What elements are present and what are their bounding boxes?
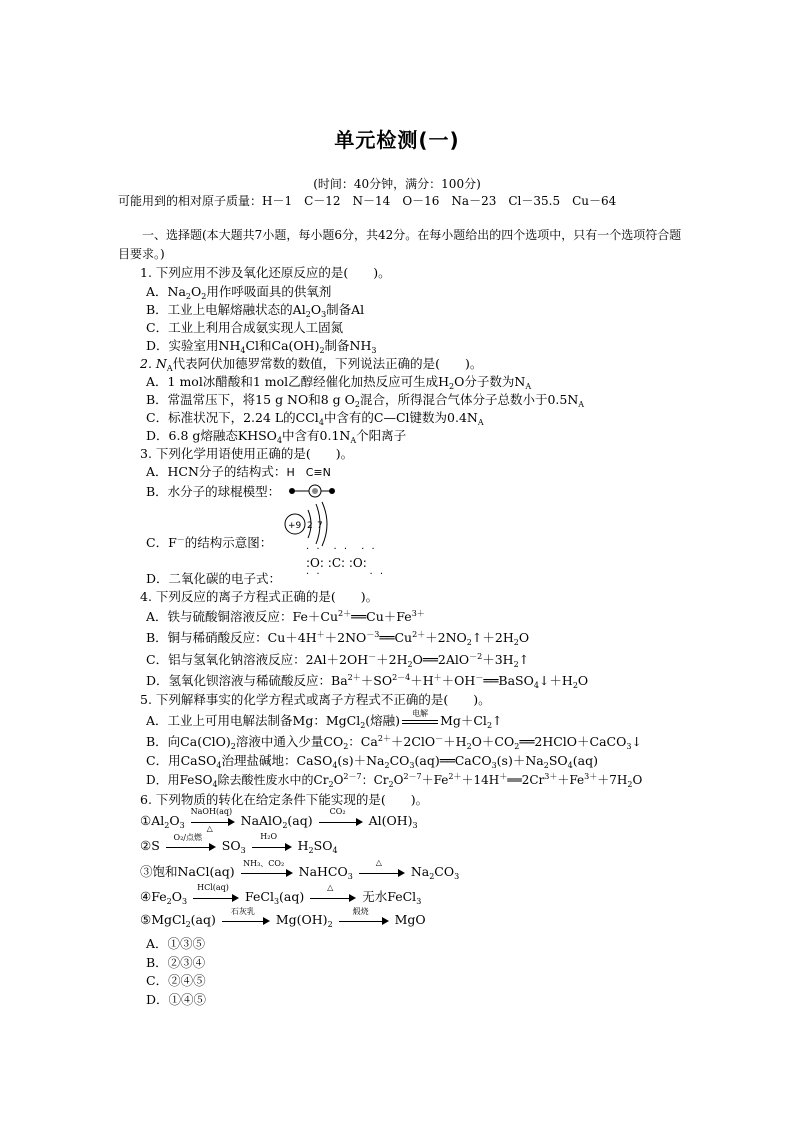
water-ball-stick-model <box>288 482 338 500</box>
section-heading: 一、选择题(本大题共7小题，每小题6分，共42分。在每小题给出的四个选项中，只有一个选项符合题目要求。) <box>118 228 682 261</box>
reaction-arrow: O₂/点燃 <box>166 840 216 854</box>
q2-option-a: A．1 mol冰醋酸和1 mol乙醇经催化加热反应可生成$H_2O$分子数为$N_A$ <box>146 374 532 391</box>
q5-option-c: C．用CaSO$_4$治理盐碱地：$CaSO_4(s)+Na_2CO_3(aq)══CaCO_3(s)+Na_2SO_4(aq)$ <box>146 753 598 770</box>
q3-option-b: B．水分子的球棍模型： <box>146 484 281 499</box>
q2-option-c: C．标准状况下，2.24 L的CCl$_4$中含有的C—Cl键数为$0.4N_A$ <box>146 410 484 427</box>
q2-option-b: B．常温常压下，将15 g NO和8 g $O_2$混合，所得混合气体分子总数小于$0.5N_A$ <box>146 392 585 409</box>
q3-option-c: C．F－的结构示意图： <box>146 535 273 550</box>
nucleus-charge: +9 <box>288 521 302 531</box>
atomic-masses: 可能用到的相对原子质量：H－1 C－12 N－14 O－16 Na－23 Cl－35.5 Cu－64 <box>118 194 617 208</box>
q6-option-b: B．②③④ <box>146 955 206 970</box>
q2-stem: 2. $N_A$代表阿伏加德罗常数的数值，下列说法正确的是( )。 <box>140 356 483 373</box>
q6-route-3: ③饱和NaCl(aq) NH₃、CO₂ NaHCO$_3$ △ $Na_2CO_3$ <box>140 857 460 881</box>
reaction-arrow: CO₂ <box>319 815 363 829</box>
reaction-arrow: NaOH(aq) △ <box>191 815 235 829</box>
q6-route-1: $①Al_2O_3$ NaOH(aq) △ NaAlO$_2$(aq) CO₂ $Al(OH)_3$ <box>140 806 418 833</box>
q1-option-a: A．$Na_2O_2$用作呼吸面具的供氧剂 <box>146 284 332 301</box>
q4-option-b: B．铜与稀硝酸反应：$Cu+4H^++2NO^{-3}══Cu^{2+}+2NO_2↑+2H_2O$ <box>146 630 530 647</box>
q1-option-b: B．工业上电解熔融状态的$Al_2O_3$制备Al <box>146 302 365 319</box>
q6-option-c: C．②④⑤ <box>146 973 206 988</box>
q6-option-a: A．①③⑤ <box>146 936 206 951</box>
q2-option-d: D．6.8 g熔融态$KHSO_4$中含有$0.1N_A$个阳离子 <box>146 428 407 445</box>
q5-option-d: D．用FeSO$_4$除去酸性废水中的$Cr_2O^{2-7}$：$Cr_2O^{2-7}+Fe^{2+}+14H^+══2Cr^{3+}+Fe^{3+}+7H_2O$ <box>146 772 643 789</box>
q1-stem: 1. 下列应用不涉及氧化还原反应的是( )。 <box>140 265 391 280</box>
reaction-arrow: 煅烧 <box>339 914 389 928</box>
co2-electron-dots-bottom: · · · · <box>306 569 386 580</box>
q5-option-b: B．向$Ca(ClO)_2$溶液中通入少量$CO_2$：$Ca^{2+}+2ClO^-+H_2O+CO_2══2HClO+CaCO_3↓$ <box>146 734 642 751</box>
q5-stem: 5. 下列解释事实的化学方程式或离子方程式不正确的是( )。 <box>140 692 491 707</box>
q3-stem: 3. 下列化学用语使用正确的是( )。 <box>140 446 354 461</box>
q5-option-a: A．工业上可用电解法制备Mg：MgCl$_2$(熔融) 电解 $Mg+Cl_2↑$ <box>146 708 503 730</box>
q1-option-d: D．实验室用$NH_4Cl$和$Ca(OH)_2$制备$NH_3$ <box>146 338 377 355</box>
q6-option-d: D．①④⑤ <box>146 992 207 1007</box>
electrolysis-equals: 电解 <box>402 715 438 729</box>
reaction-arrow: △ <box>359 866 405 880</box>
q6-stem: 6. 下列物质的转化在给定条件下能实现的是( )。 <box>140 792 429 807</box>
page-title: 单元检测(一) <box>334 128 460 152</box>
fluoride-structure-diagram <box>284 500 334 550</box>
reaction-arrow: HCl(aq) <box>193 891 239 905</box>
q6-route-4: $④Fe_2O_3$ HCl(aq) FeCl$_3$(aq) △ 无水FeCl$_3$ <box>140 882 422 906</box>
reaction-arrow: 石灰乳 <box>222 914 270 928</box>
time-info: (时间：40分钟，满分：100分) <box>313 177 481 191</box>
q3-option-d: D．二氧化碳的电子式： <box>146 571 282 586</box>
co2-electron-dots-top: · · · · · · <box>306 544 377 555</box>
q4-option-d: D．氢氧化钡溶液与稀硫酸反应：$Ba^{2+}+SO^{2-4}+H^++OH^-══BaSO_4↓+H_2O$ <box>146 673 589 690</box>
shell-1-count: 2 <box>307 521 313 531</box>
shell-2-count: 7 <box>317 521 323 531</box>
q3-option-a: A．HCN分子的结构式：H C≡N <box>146 464 331 479</box>
reaction-arrow: △ <box>310 891 356 905</box>
q4-option-a: A．铁与硫酸铜溶液反应：$Fe+Cu^{2+}══Cu+Fe^{3+}$ <box>146 609 425 624</box>
q4-option-c: C．铝与氢氧化钠溶液反应：$2Al+2OH^-+2H_2O══2AlO^{-2}+3H_2↑$ <box>146 652 530 669</box>
q4-stem: 4. 下列反应的离子方程式正确的是( )。 <box>140 589 379 604</box>
q1-option-c: C．工业上利用合成氨实现人工固氮 <box>146 320 344 335</box>
reaction-arrow: H₂O <box>252 840 292 854</box>
q6-route-5: ⑤MgCl$_2$(aq) 石灰乳 $Mg(OH)_2$ 煅烧 MgO <box>140 906 426 929</box>
q6-route-2: ②S O₂/点燃 $SO_3$ H₂O $H_2SO_4$ <box>140 831 338 855</box>
reaction-arrow: NH₃、CO₂ <box>241 866 293 880</box>
co2-electron-formula: :O: :C: :O: <box>306 556 367 570</box>
